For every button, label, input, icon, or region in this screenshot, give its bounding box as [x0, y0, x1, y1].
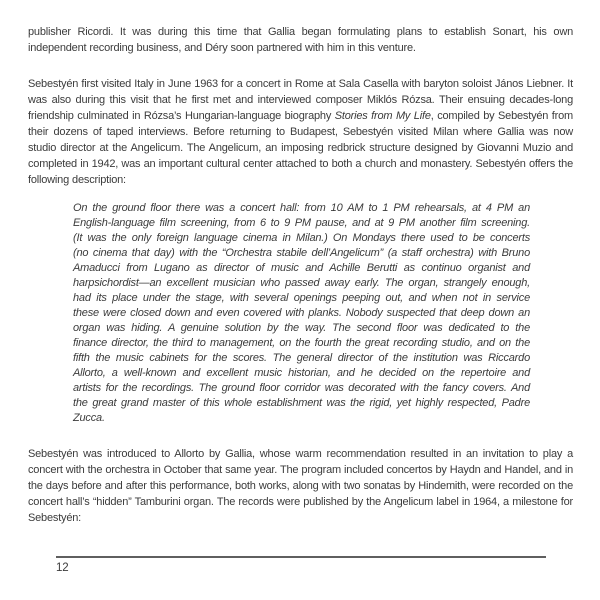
footer-divider — [56, 556, 546, 558]
paragraph-allorto-introduction: Sebestyén was introduced to Allorto by Gallia, whose warm recommendation resulted in an invitation to play a concert with the orchestra in October that same year. The program included concertos by Haydn and Handel, and in the days before and after this performance, both works, along with two sonatas by Hindemith, were recorded on the concert hall’s “hidden” Tamburini organ. The records were published by the Angelicum label in 1964, a milestone for Sebestyén: — [28, 448, 573, 524]
blockquote-angelicum-description: On the ground floor there was a concert hall: from 10 AM to 1 PM rehearsals, at 4 PM an English-language film screening, from 6 to 9 PM pause, and at 9 PM another film screening. (It was the only foreign language cinema in Milan.) On Mondays there used to be concerts (no cinema that day) with the “Orchestra stabile dell’Angelicum” (a staff orchestra) with Bruno Amaducci from Lugano as director of music and Achille Berutti as continuo organist and harpsichordist—an excellent musician who passed away early. The organ, strangely enough, had its place under the stage, with several openings peeping out, and when not in service these were closed down and even covered with planks. Nobody suspected that deep down an organ was hiding. A genuine solution by the way. The second floor was dedicated to the finance director, the third to management, on the fourth the great recording studio, and on the fifth the music cabinets for the scores. The general director of the institution was Riccardo Allorto, a well-known and excellent music historian, and he decided on the repertoire and artists for the recordings. The ground floor corridor was decorated with the fancy covers. And the great grand master of this whole establishment was the rigid, yet highly respected, Padre Zucca. — [73, 202, 530, 424]
paragraph-ricordi-sonart: publisher Ricordi. It was during this time that Gallia began formulating plans to establish Sonart, his own independent recording business, and Déry soon partnered with him in this venture. — [28, 26, 573, 54]
page-number: 12 — [56, 562, 69, 574]
page-body — [28, 0, 573, 526]
book-title-stories-from-my-life: Stories from My Life — [334, 110, 431, 122]
document-page — [28, 0, 573, 600]
page-footer — [56, 556, 546, 575]
paragraph-italy-visit — [28, 76, 573, 188]
paragraph-italy-visit-text-end: , compiled by Sebestyén from their dozens of taped interviews. Before returning to Budapest, Sebestyén visited Milan where Gallia was now studio director at the Angelicum. The Angelicum, an imposing redbrick structure designed by Giovanni Muzio and completed in 1942, was an important cultural center attached to both a church and monastery. Sebestyén offers the following description: — [28, 110, 573, 186]
paragraph-italy-visit-text-start: Sebestyén first visited Italy in June 1963 for a concert in Rome at Sala Casella with baryton soloist János Liebner. It was also during this visit that he first met and interviewed composer Miklós Rózsa. Their ensuing decades-long friendship culminated in Rózsa’s Hungarian-language biography — [28, 78, 573, 122]
